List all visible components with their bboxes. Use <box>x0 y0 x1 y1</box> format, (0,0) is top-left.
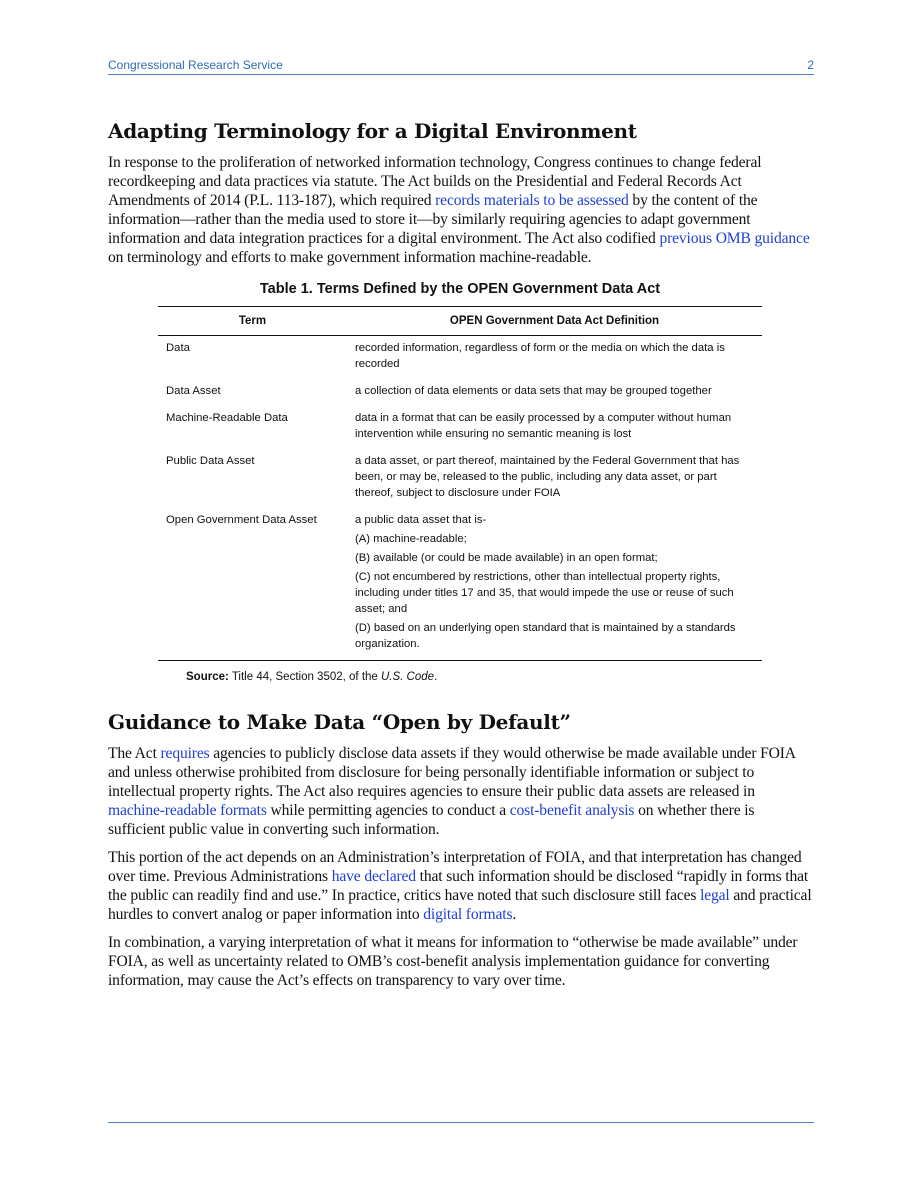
table-header-row <box>158 307 762 336</box>
source-end: . <box>434 671 438 683</box>
term-cell: Public Data Asset <box>166 455 255 467</box>
link-omb-guidance[interactable]: previous OMB guidance <box>659 230 810 247</box>
text-run: agencies to publicly disclose data assets if they would otherwise be made available under FOIA and unless otherwise prohibited from disclosure for being personally identifiable information or subject to intellectual property rights. The Act also requires agencies to ensure their public data assets are released in <box>108 745 796 800</box>
page-number: 2 <box>807 58 814 72</box>
section-heading-open-by-default: Guidance to Make Data “Open by Default” <box>108 710 571 734</box>
definition-line: (B) available (or could be made available) in an open format; <box>355 552 658 564</box>
definition-line: recorded information, regardless of form or the media on which the data is recorded <box>355 342 725 370</box>
text-run: on whether there is sufficient public value in converting such information. <box>108 802 755 838</box>
terms-table <box>158 306 762 661</box>
definition-cell <box>347 410 762 453</box>
text-run: In response to the proliferation of networked information technology, Congress continues to change federal recordkeeping and data practices via statute. The Act builds on the Presidential and Federal Records Act Amendments of 2014 (P.L. 113-187), which required <box>108 154 762 209</box>
link-records-materials[interactable]: records materials to be assessed <box>435 192 629 209</box>
text-run: . <box>512 906 517 923</box>
definition-line: (D) based on an underlying open standard that is maintained by a standards organization. <box>355 622 736 650</box>
definition-cell <box>347 383 762 410</box>
paragraph-foia-interpretation <box>108 848 814 924</box>
term-cell: Data Asset <box>166 385 221 397</box>
paragraph-combination <box>108 933 814 990</box>
footer-rule <box>108 1122 814 1123</box>
table-row <box>158 453 762 512</box>
table-body <box>158 336 762 661</box>
table-row <box>158 336 762 384</box>
source-code-title: U.S. Code <box>381 671 435 683</box>
page-header <box>108 56 814 75</box>
text-run: This portion of the act depends on an Administration’s interpretation of FOIA, and that interpretation has changed over time. Previous Administrations <box>108 849 802 885</box>
term-cell: Open Government Data Asset <box>158 512 347 661</box>
link-digital-formats[interactable]: digital formats <box>423 906 513 923</box>
definition-line: a public data asset that is- <box>355 514 487 526</box>
source-text: Title 44, Section 3502, of the <box>231 671 381 683</box>
paragraph-terminology <box>108 153 814 267</box>
terms-table-container <box>158 281 762 683</box>
column-header-definition: OPEN Government Data Act Definition <box>347 307 762 336</box>
text-run: by the content of the information—rather than the media used to store it—by similarly requiring agencies to adapt government information and data integration practices for a digital environment. The Act also codified <box>108 192 758 247</box>
definition-line: (A) machine-readable; <box>355 533 467 545</box>
column-header-term: Term <box>158 307 347 336</box>
text-run: In combination, a varying interpretation of what it means for information to “otherwise be made available” under FOIA, as well as uncertainty related to OMB’s cost-benefit analysis implementation guidance for converting information, may cause the Act’s effects on transparency to vary over time. <box>108 934 798 989</box>
text-run: The Act <box>108 745 161 762</box>
link-have-declared[interactable]: have declared <box>331 868 416 885</box>
source-label: Source: <box>186 671 229 683</box>
section-heading-terminology: Adapting Terminology for a Digital Environment <box>108 119 637 143</box>
link-legal[interactable]: legal <box>700 887 730 904</box>
text-run: on terminology and efforts to make government information machine-readable. <box>108 249 592 266</box>
definition-line: a collection of data elements or data sets that may be grouped together <box>355 385 712 397</box>
term-cell: Data <box>166 342 190 354</box>
paragraph-requirements <box>108 744 814 839</box>
page-content <box>108 118 814 999</box>
table-row <box>158 410 762 453</box>
text-run: that such information should be disclosed “rapidly in forms that the public can readily find and use.” In practice, critics have noted that such disclosure still faces <box>108 868 809 904</box>
link-cost-benefit-analysis[interactable]: cost-benefit analysis <box>509 802 635 819</box>
definition-line: a data asset, or part thereof, maintained by the Federal Government that has been, or may be, released to the public, including any data asset, or part thereof, subject to disclosure under FOIA <box>355 455 740 499</box>
term-cell: Machine-Readable Data <box>166 412 288 424</box>
link-machine-readable-formats[interactable]: machine-readable formats <box>108 802 267 819</box>
table-title: Table 1. Terms Defined by the OPEN Government Data Act <box>259 281 661 297</box>
table-row <box>158 512 762 661</box>
table-source <box>186 671 762 683</box>
definition-cell <box>347 453 762 512</box>
header-org: Congressional Research Service <box>108 58 283 72</box>
definition-line: (C) not encumbered by restrictions, other than intellectual property rights, including under titles 17 and 35, that would impede the use or reuse of such asset; and <box>355 571 734 615</box>
text-run: while permitting agencies to conduct a <box>266 802 510 819</box>
link-requires[interactable]: requires <box>160 745 210 762</box>
definition-cell <box>347 512 762 661</box>
text-run: and practical hurdles to convert analog or paper information into <box>108 887 812 923</box>
definition-cell <box>347 336 762 384</box>
table-row <box>158 383 762 410</box>
definition-line: data in a format that can be easily processed by a computer without human intervention while ensuring no semantic meaning is lost <box>355 412 732 440</box>
